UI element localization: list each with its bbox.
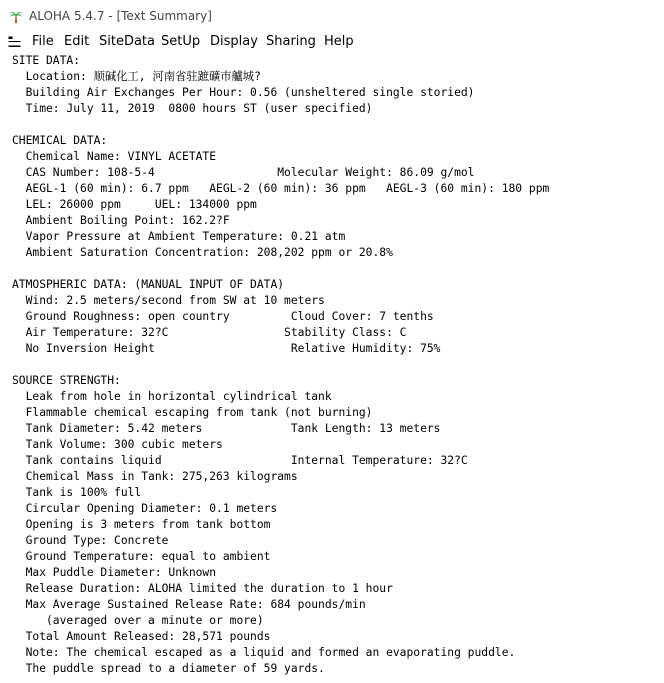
report-line: (averaged over a minute or more)	[12, 614, 264, 627]
report-line: No Inversion Height Relative Humidity: 75%	[12, 342, 441, 355]
report-line: Building Air Exchanges Per Hour: 0.56 (unsheltered single storied)	[12, 86, 475, 99]
report-line: Tank contains liquid Internal Temperature: 32?C	[12, 454, 468, 467]
menu-file[interactable]: File	[32, 34, 54, 49]
palm-tree-icon	[8, 9, 24, 23]
menu-bar	[0, 31, 664, 53]
menu-display[interactable]: Display	[210, 34, 258, 49]
report-line: Flammable chemical escaping from tank (not burning)	[12, 406, 373, 419]
report-line: ATMOSPHERIC DATA: (MANUAL INPUT OF DATA)	[12, 278, 285, 291]
report-line: Max Puddle Diameter: Unknown	[12, 566, 217, 579]
report-line: Ground Roughness: open country Cloud Cover: 7 tenths	[12, 310, 434, 323]
report-line: SITE DATA:	[12, 54, 81, 67]
report-line: CHEMICAL DATA:	[12, 134, 108, 147]
window-title: ALOHA 5.4.7 - [Text Summary]	[29, 9, 212, 23]
report-line: Vapor Pressure at Ambient Temperature: 0.21 atm	[12, 230, 346, 243]
report-line: Ambient Saturation Concentration: 208,202 ppm or 20.8%	[12, 246, 393, 259]
report-line: Ambient Boiling Point: 162.2?F	[12, 214, 230, 227]
report-line: Chemical Mass in Tank: 275,263 kilograms	[12, 470, 298, 483]
report-line: AEGL-1 (60 min): 6.7 ppm AEGL-2 (60 min): 36 ppm AEGL-3 (60 min): 180 ppm	[12, 182, 550, 195]
report-line: Tank Diameter: 5.42 meters Tank Length: 13 meters	[12, 422, 441, 435]
menu-setup[interactable]: SetUp	[161, 34, 201, 49]
report-line: Opening is 3 meters from tank bottom	[12, 518, 271, 531]
menu-help[interactable]: Help	[324, 34, 354, 49]
report-line: Tank Volume: 300 cubic meters	[12, 438, 223, 451]
report-line: Release Duration: ALOHA limited the duration to 1 hour	[12, 582, 393, 595]
report-line: Ground Temperature: equal to ambient	[12, 550, 271, 563]
text-summary-pane[interactable]	[0, 53, 664, 683]
report-line: Chemical Name: VINYL ACETATE	[12, 150, 217, 163]
report-line: Tank is 100% full	[12, 486, 142, 499]
report-line: Circular Opening Diameter: 0.1 meters	[12, 502, 278, 515]
report-line: Total Amount Released: 28,571 pounds	[12, 630, 271, 643]
menu-sharing[interactable]: Sharing	[266, 34, 316, 49]
report-line: Air Temperature: 32?C Stability Class: C	[12, 326, 407, 339]
menu-edit[interactable]: Edit	[64, 34, 90, 49]
report-line: The puddle spread to a diameter of 59 yards.	[12, 662, 325, 675]
report-line: CAS Number: 108-5-4 Molecular Weight: 86.09 g/mol	[12, 166, 475, 179]
report-line: Location: 顺碱化工, 河南省驻蹠礦市艫城?	[12, 70, 261, 83]
report-line: Time: July 11, 2019 0800 hours ST (user specified)	[12, 102, 373, 115]
title-bar	[0, 0, 664, 31]
report-line: LEL: 26000 ppm UEL: 134000 ppm	[12, 198, 257, 211]
report-line: Wind: 2.5 meters/second from SW at 10 meters	[12, 294, 325, 307]
report-line: Leak from hole in horizontal cylindrical tank	[12, 390, 332, 403]
report-line: Note: The chemical escaped as a liquid and formed an evaporating puddle.	[12, 646, 516, 659]
document-menu-icon[interactable]	[8, 36, 22, 48]
report-line: SOURCE STRENGTH:	[12, 374, 121, 387]
report-line: Max Average Sustained Release Rate: 684 pounds/min	[12, 598, 366, 611]
report-line: Ground Type: Concrete	[12, 534, 169, 547]
menu-sitedata[interactable]: SiteData	[99, 34, 155, 49]
